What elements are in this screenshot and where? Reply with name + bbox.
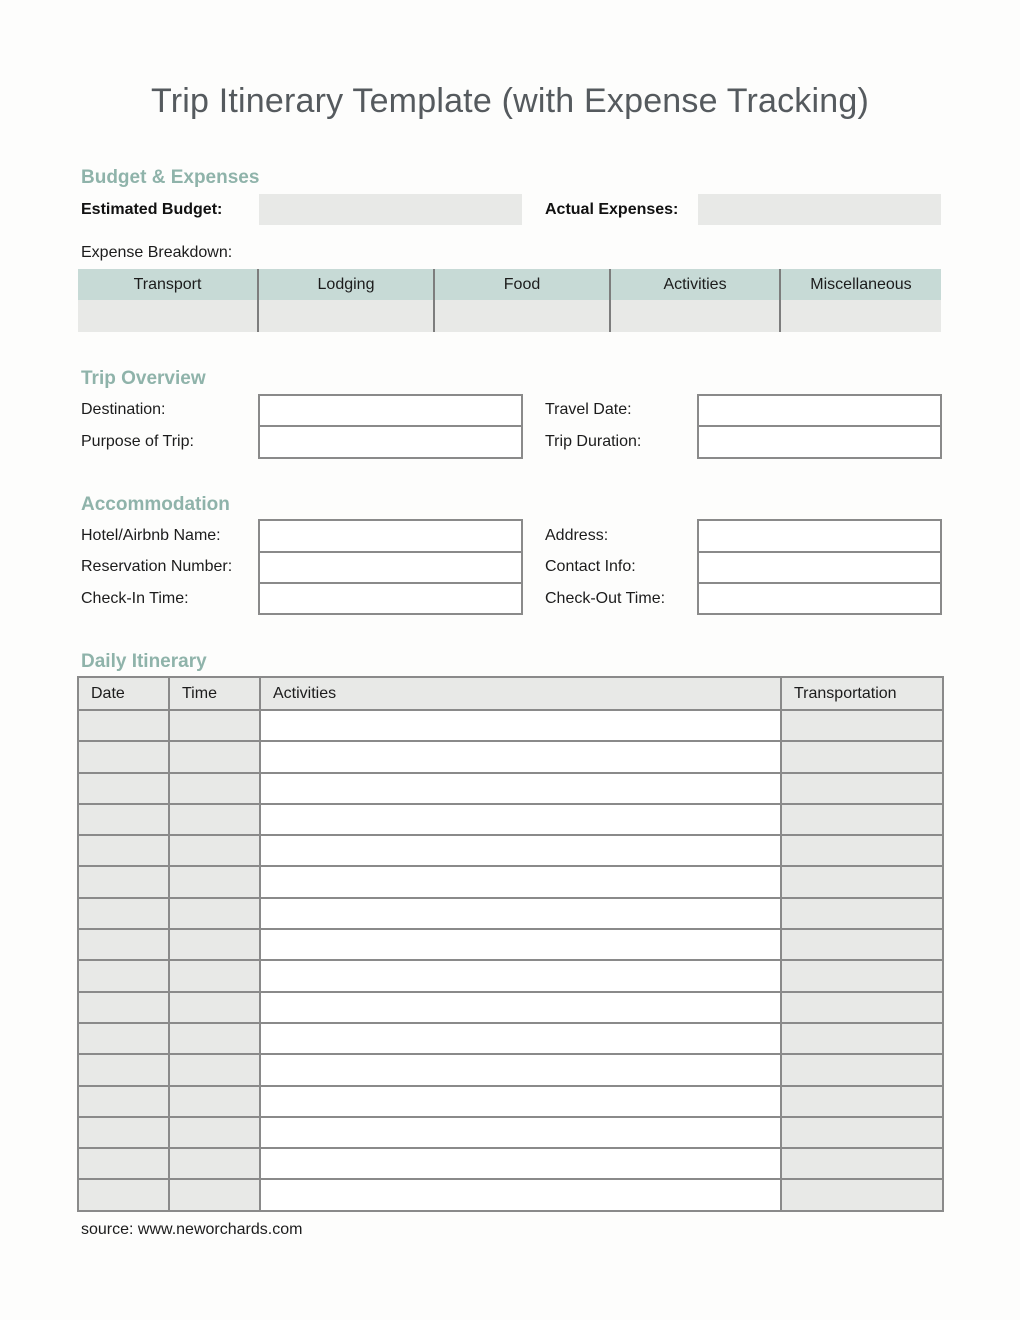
itinerary-activities-cell[interactable] — [260, 773, 781, 804]
itinerary-activities-cell[interactable] — [260, 1023, 781, 1054]
itinerary-date-cell[interactable] — [78, 804, 169, 835]
destination-label: Destination: — [81, 401, 166, 418]
itinerary-col-activities: Activities — [260, 677, 781, 710]
itinerary-time-cell[interactable] — [169, 773, 260, 804]
itinerary-transportation-cell[interactable] — [781, 1117, 943, 1148]
address-field[interactable] — [699, 521, 940, 553]
itinerary-transportation-cell[interactable] — [781, 773, 943, 804]
itinerary-date-cell[interactable] — [78, 898, 169, 929]
itinerary-row — [78, 1054, 943, 1085]
itinerary-row — [78, 992, 943, 1023]
travel-date-field[interactable] — [699, 396, 940, 427]
itinerary-date-cell[interactable] — [78, 929, 169, 960]
itinerary-activities-cell[interactable] — [260, 804, 781, 835]
expense-header-row — [78, 269, 941, 300]
itinerary-section-heading: Daily Itinerary — [81, 651, 207, 672]
expense-food-field[interactable] — [435, 300, 611, 332]
itinerary-time-cell[interactable] — [169, 1117, 260, 1148]
expense-col-food: Food — [435, 269, 611, 300]
itinerary-activities-cell[interactable] — [260, 992, 781, 1023]
expense-col-transport: Transport — [78, 269, 259, 300]
itinerary-time-cell[interactable] — [169, 710, 260, 741]
hotel-name-field[interactable] — [260, 521, 521, 553]
itinerary-activities-cell[interactable] — [260, 1086, 781, 1117]
estimated-budget-field[interactable] — [259, 194, 522, 225]
itinerary-col-date: Date — [78, 677, 169, 710]
page-title: Trip Itinerary Template (with Expense Tracking) — [150, 82, 869, 120]
expense-breakdown-table — [78, 269, 941, 332]
hotel-name-label: Hotel/Airbnb Name: — [81, 527, 221, 544]
itinerary-row — [78, 866, 943, 897]
itinerary-transportation-cell[interactable] — [781, 835, 943, 866]
itinerary-activities-cell[interactable] — [260, 866, 781, 897]
itinerary-row — [78, 804, 943, 835]
accommodation-left-fields — [258, 519, 523, 615]
itinerary-transportation-cell[interactable] — [781, 1023, 943, 1054]
itinerary-date-cell[interactable] — [78, 1023, 169, 1054]
contact-info-label: Contact Info: — [545, 558, 636, 575]
itinerary-row — [78, 898, 943, 929]
expense-activities-field[interactable] — [611, 300, 781, 332]
itinerary-date-cell[interactable] — [78, 960, 169, 991]
actual-expenses-field[interactable] — [698, 194, 941, 225]
itinerary-time-cell[interactable] — [169, 929, 260, 960]
reservation-number-label: Reservation Number: — [81, 558, 233, 575]
itinerary-time-cell[interactable] — [169, 960, 260, 991]
itinerary-col-time: Time — [169, 677, 260, 710]
itinerary-activities-cell[interactable] — [260, 741, 781, 772]
trip-duration-label: Trip Duration: — [545, 433, 642, 450]
itinerary-activities-cell[interactable] — [260, 1054, 781, 1085]
itinerary-transportation-cell[interactable] — [781, 960, 943, 991]
accommodation-right-fields — [697, 519, 942, 615]
itinerary-row — [78, 710, 943, 741]
itinerary-date-cell[interactable] — [78, 1117, 169, 1148]
itinerary-row — [78, 741, 943, 772]
itinerary-row — [78, 929, 943, 960]
expense-col-activities: Activities — [611, 269, 781, 300]
expense-transport-field[interactable] — [78, 300, 259, 332]
itinerary-row — [78, 1086, 943, 1117]
trip-duration-field[interactable] — [699, 427, 940, 457]
itinerary-row — [78, 773, 943, 804]
itinerary-activities-cell[interactable] — [260, 898, 781, 929]
reservation-number-field[interactable] — [260, 553, 521, 584]
address-label: Address: — [545, 527, 609, 544]
actual-expenses-label: Actual Expenses: — [545, 201, 679, 218]
itinerary-date-cell[interactable] — [78, 773, 169, 804]
purpose-field[interactable] — [260, 427, 521, 457]
itinerary-transportation-cell[interactable] — [781, 1179, 943, 1210]
overview-right-fields — [697, 394, 942, 459]
itinerary-transportation-cell[interactable] — [781, 741, 943, 772]
itinerary-time-cell[interactable] — [169, 741, 260, 772]
expense-breakdown-label: Expense Breakdown: — [81, 244, 233, 261]
itinerary-activities-cell[interactable] — [260, 960, 781, 991]
itinerary-date-cell[interactable] — [78, 866, 169, 897]
itinerary-time-cell[interactable] — [169, 866, 260, 897]
itinerary-activities-cell[interactable] — [260, 710, 781, 741]
itinerary-time-cell[interactable] — [169, 1148, 260, 1179]
budget-section-heading: Budget & Expenses — [81, 167, 260, 188]
check-out-time-field[interactable] — [699, 584, 940, 613]
itinerary-date-cell[interactable] — [78, 992, 169, 1023]
itinerary-activities-cell[interactable] — [260, 835, 781, 866]
expense-lodging-field[interactable] — [259, 300, 435, 332]
overview-left-fields — [258, 394, 523, 459]
itinerary-row — [78, 835, 943, 866]
itinerary-transportation-cell[interactable] — [781, 898, 943, 929]
travel-date-label: Travel Date: — [545, 401, 632, 418]
overview-section-heading: Trip Overview — [81, 368, 206, 389]
itinerary-transportation-cell[interactable] — [781, 929, 943, 960]
itinerary-date-cell[interactable] — [78, 710, 169, 741]
itinerary-date-cell[interactable] — [78, 741, 169, 772]
itinerary-date-cell[interactable] — [78, 1054, 169, 1085]
itinerary-row — [78, 1179, 943, 1210]
check-in-time-label: Check-In Time: — [81, 590, 189, 607]
itinerary-transportation-cell[interactable] — [781, 710, 943, 741]
purpose-label: Purpose of Trip: — [81, 433, 194, 450]
itinerary-time-cell[interactable] — [169, 1086, 260, 1117]
itinerary-time-cell[interactable] — [169, 835, 260, 866]
itinerary-date-cell[interactable] — [78, 1148, 169, 1179]
itinerary-activities-cell[interactable] — [260, 1148, 781, 1179]
estimated-budget-label: Estimated Budget: — [81, 201, 223, 218]
itinerary-row — [78, 960, 943, 991]
expense-value-row — [78, 300, 941, 332]
itinerary-row — [78, 1148, 943, 1179]
destination-field[interactable] — [260, 396, 521, 427]
itinerary-date-cell[interactable] — [78, 1179, 169, 1210]
itinerary-time-cell[interactable] — [169, 1054, 260, 1085]
itinerary-row — [78, 1117, 943, 1148]
itinerary-time-cell[interactable] — [169, 992, 260, 1023]
itinerary-transportation-cell[interactable] — [781, 1148, 943, 1179]
itinerary-transportation-cell[interactable] — [781, 1054, 943, 1085]
itinerary-time-cell[interactable] — [169, 898, 260, 929]
expense-col-miscellaneous: Miscellaneous — [810, 275, 912, 293]
itinerary-transportation-cell[interactable] — [781, 866, 943, 897]
itinerary-transportation-cell[interactable] — [781, 992, 943, 1023]
itinerary-date-cell[interactable] — [78, 1086, 169, 1117]
itinerary-header-row — [78, 677, 943, 710]
itinerary-time-cell[interactable] — [169, 1179, 260, 1210]
itinerary-time-cell[interactable] — [169, 804, 260, 835]
itinerary-activities-cell[interactable] — [260, 1117, 781, 1148]
expense-miscellaneous-field[interactable] — [781, 300, 941, 332]
itinerary-body — [78, 710, 943, 1211]
itinerary-row — [78, 1023, 943, 1054]
itinerary-col-transportation: Transportation — [781, 677, 943, 710]
itinerary-transportation-cell[interactable] — [781, 1086, 943, 1117]
source-credit: source: www.neworchards.com — [81, 1221, 303, 1238]
itinerary-activities-cell[interactable] — [260, 1179, 781, 1210]
itinerary-date-cell[interactable] — [78, 835, 169, 866]
accommodation-section-heading: Accommodation — [81, 494, 230, 515]
check-in-time-field[interactable] — [260, 584, 521, 613]
itinerary-activities-cell[interactable] — [260, 929, 781, 960]
contact-info-field[interactable] — [699, 553, 940, 584]
check-out-time-label: Check-Out Time: — [545, 590, 666, 607]
itinerary-time-cell[interactable] — [169, 1023, 260, 1054]
daily-itinerary-table — [77, 676, 944, 1212]
expense-col-lodging: Lodging — [259, 269, 435, 300]
itinerary-transportation-cell[interactable] — [781, 804, 943, 835]
